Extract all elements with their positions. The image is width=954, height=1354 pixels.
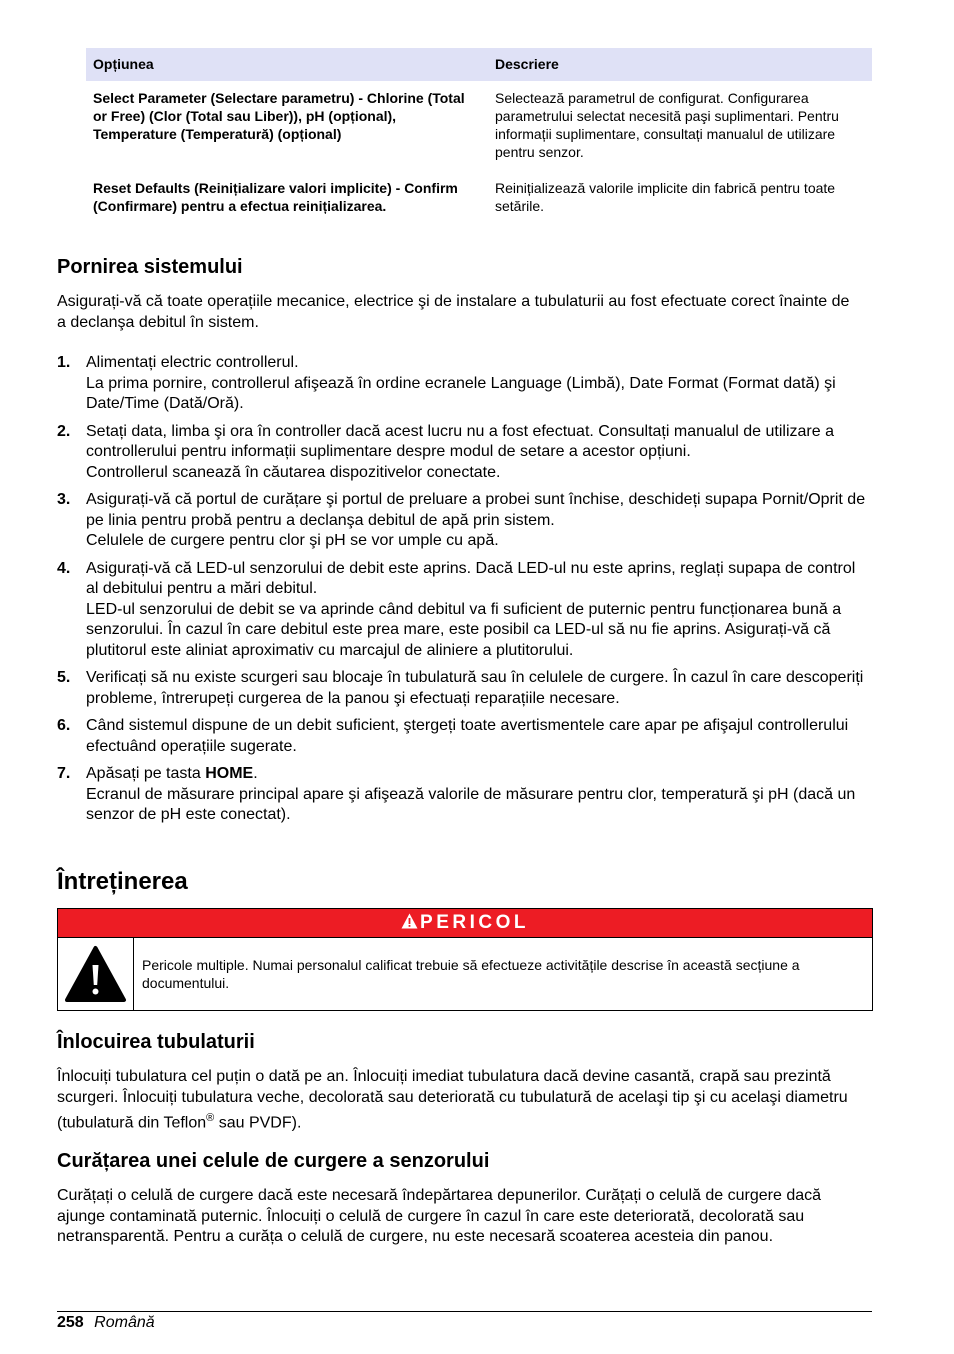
list-item bbox=[57, 490, 872, 552]
step-text-after: . bbox=[253, 765, 258, 782]
startup-steps-list bbox=[57, 353, 872, 833]
step-text: Asigurați-vă că LED-ul senzorului de debit este aprins. Dacă LED-ul nu este aprins, reglați supapa de control al debitului pentru a mări debitul. bbox=[86, 559, 856, 597]
danger-header bbox=[58, 909, 872, 938]
footer-divider bbox=[57, 1311, 872, 1312]
step-number: 3. bbox=[57, 491, 71, 508]
table-header-option: Opțiunea bbox=[86, 48, 488, 81]
tubing-heading: Înlocuirea tubulaturii bbox=[57, 1031, 255, 1053]
table-cell-description: Reinițializează valorile implicite din fabrică pentru toate setările. bbox=[495, 180, 836, 214]
cleaning-paragraph: Curățați o celulă de curgere dacă este necesară îndepărtarea depunerilor. Curățați o celulă de curgere dacă ajunge contaminată puternic. Înlocuiți o celulă de curgere în cazul în care este deteriorată, decolorată sau netransparentă. Pentru a curăța o celulă de curgere, nu este necesară scoaterea acesteia din panou. bbox=[57, 1187, 822, 1245]
danger-label: PERICOL bbox=[420, 912, 529, 933]
options-table bbox=[86, 48, 872, 221]
tubing-text: Înlocuiți tubulatura cel puțin o dată pe an. Înlocuiți imediat tubulatura dacă devine casantă, crapă sau prezintă scurgeri. Înlocuiți tubulatura veche, decolorată sau deteriorată cu tubulatură de acelaşi tip şi cu acelaşi diametru (tubulatură din Teflon bbox=[57, 1068, 848, 1132]
startup-intro: Asigurați-vă că toate operațiile mecanice, electrice şi de instalare a tubulaturii au fost efectuate corect înainte de a declanşa debitul în sistem. bbox=[57, 293, 850, 331]
step-number: 6. bbox=[57, 717, 71, 734]
table-cell-description: Selectează parametrul de configurat. Configurarea parametrului selectat necesită paşi suplimentari. Pentru informații suplimentare, consultați manualul de utilizare pentru senzor. bbox=[495, 90, 839, 160]
danger-warning-box bbox=[57, 908, 873, 1011]
step-result: LED-ul senzorului de debit se va aprinde când debitul va fi suficient de puternic pentru funcționarea bună a senzorului. În cazul în care debitul este prea mare, este posibil ca LED-ul să nu fie aprins. Asigurați-vă că plutitorul este aliniat aproximativ cu marcajul de aliniere a plutitorului. bbox=[86, 600, 842, 659]
step-number: 5. bbox=[57, 669, 71, 686]
step-text: Verificați să nu existe scurgeri sau blocaje în tubulatură sau în celulele de curgere. În cazul în care descoperiți probleme, întrerupeți curgerea de la panou şi efectuați reparațiile necesare. bbox=[86, 669, 864, 707]
page-number: 258 bbox=[57, 1314, 84, 1331]
step-result: Celulele de curgere pentru clor şi pH se vor umple cu apă. bbox=[86, 532, 499, 549]
footer-language: Română bbox=[94, 1314, 155, 1331]
list-item bbox=[57, 559, 872, 662]
step-number: 4. bbox=[57, 559, 71, 577]
tubing-paragraph bbox=[57, 1067, 872, 1134]
page-footer bbox=[57, 1313, 155, 1333]
table-cell-option: Reset Defaults (Reinițializare valori implicite) - Confirm (Confirmare) pentru a efectua reinițializarea. bbox=[93, 180, 458, 214]
warning-icon-cell bbox=[58, 938, 134, 1010]
cleaning-heading: Curățarea unei celule de curgere a senzorului bbox=[57, 1150, 490, 1172]
list-item bbox=[57, 422, 872, 484]
step-result: Controllerul scanează în căutarea dispozitivelor conectate. bbox=[86, 463, 501, 481]
table-cell-option: Select Parameter (Selectare parametru) - Chlorine (Total or Free) (Clor (Total sau Liber)), pH (opțional), Temperature (Temperatură) (opțional) bbox=[93, 90, 465, 142]
step-text: Când sistemul dispune de un debit suficient, ştergeți toate avertismentele care apar pe afişajul controllerului efectuând operațiile sugerate. bbox=[86, 717, 849, 755]
step-text: Asigurați-vă că portul de curățare şi portul de preluare a probei sunt închise, deschideți supapa Pornit/Oprit de pe linia pentru probă pentru a declanşa debitul de apă prin sistem. bbox=[86, 491, 866, 529]
list-item bbox=[57, 716, 872, 757]
danger-text: Pericole multiple. Numai personalul calificat trebuie să efectueze activitățile descrise în această secțiune a documentului. bbox=[142, 957, 800, 991]
step-text: Setați data, limba şi ora în controller dacă acest lucru nu a fost efectuat. Consultați manualul de utilizare a controllerului pentru informații suplimentare despre modul de setare a acestor opțiuni. bbox=[86, 422, 834, 460]
list-item bbox=[57, 353, 872, 415]
list-item bbox=[57, 668, 872, 709]
home-key-label: HOME bbox=[205, 765, 254, 782]
registered-mark: ® bbox=[206, 1112, 215, 1124]
table-row bbox=[86, 81, 872, 171]
step-text: Alimentați electric controllerul. bbox=[86, 354, 299, 371]
table-header-description: Descriere bbox=[488, 48, 872, 81]
step-text bbox=[86, 764, 872, 785]
step-number: 2. bbox=[57, 422, 71, 440]
warning-triangle-icon bbox=[401, 913, 418, 929]
table-row bbox=[86, 171, 872, 221]
step-result: La prima pornire, controllerul afişează în ordine ecranele Language (Limbă), Date Format (Format dată) şi Date/Time (Dată/Oră). bbox=[86, 374, 836, 412]
warning-triangle-icon bbox=[58, 938, 133, 1010]
tubing-text-end: sau PVDF). bbox=[214, 1114, 302, 1132]
list-item bbox=[57, 764, 872, 826]
maintenance-heading: Întreținerea bbox=[57, 868, 188, 895]
step-number: 7. bbox=[57, 765, 71, 782]
startup-heading: Pornirea sistemului bbox=[57, 256, 243, 278]
step-text-before: Apăsați pe tasta bbox=[86, 765, 206, 782]
step-result: Ecranul de măsurare principal apare şi afişează valorile de măsurare pentru clor, temperatură şi pH (dacă un senzor de pH este conectat). bbox=[86, 785, 856, 823]
step-number: 1. bbox=[57, 354, 71, 371]
